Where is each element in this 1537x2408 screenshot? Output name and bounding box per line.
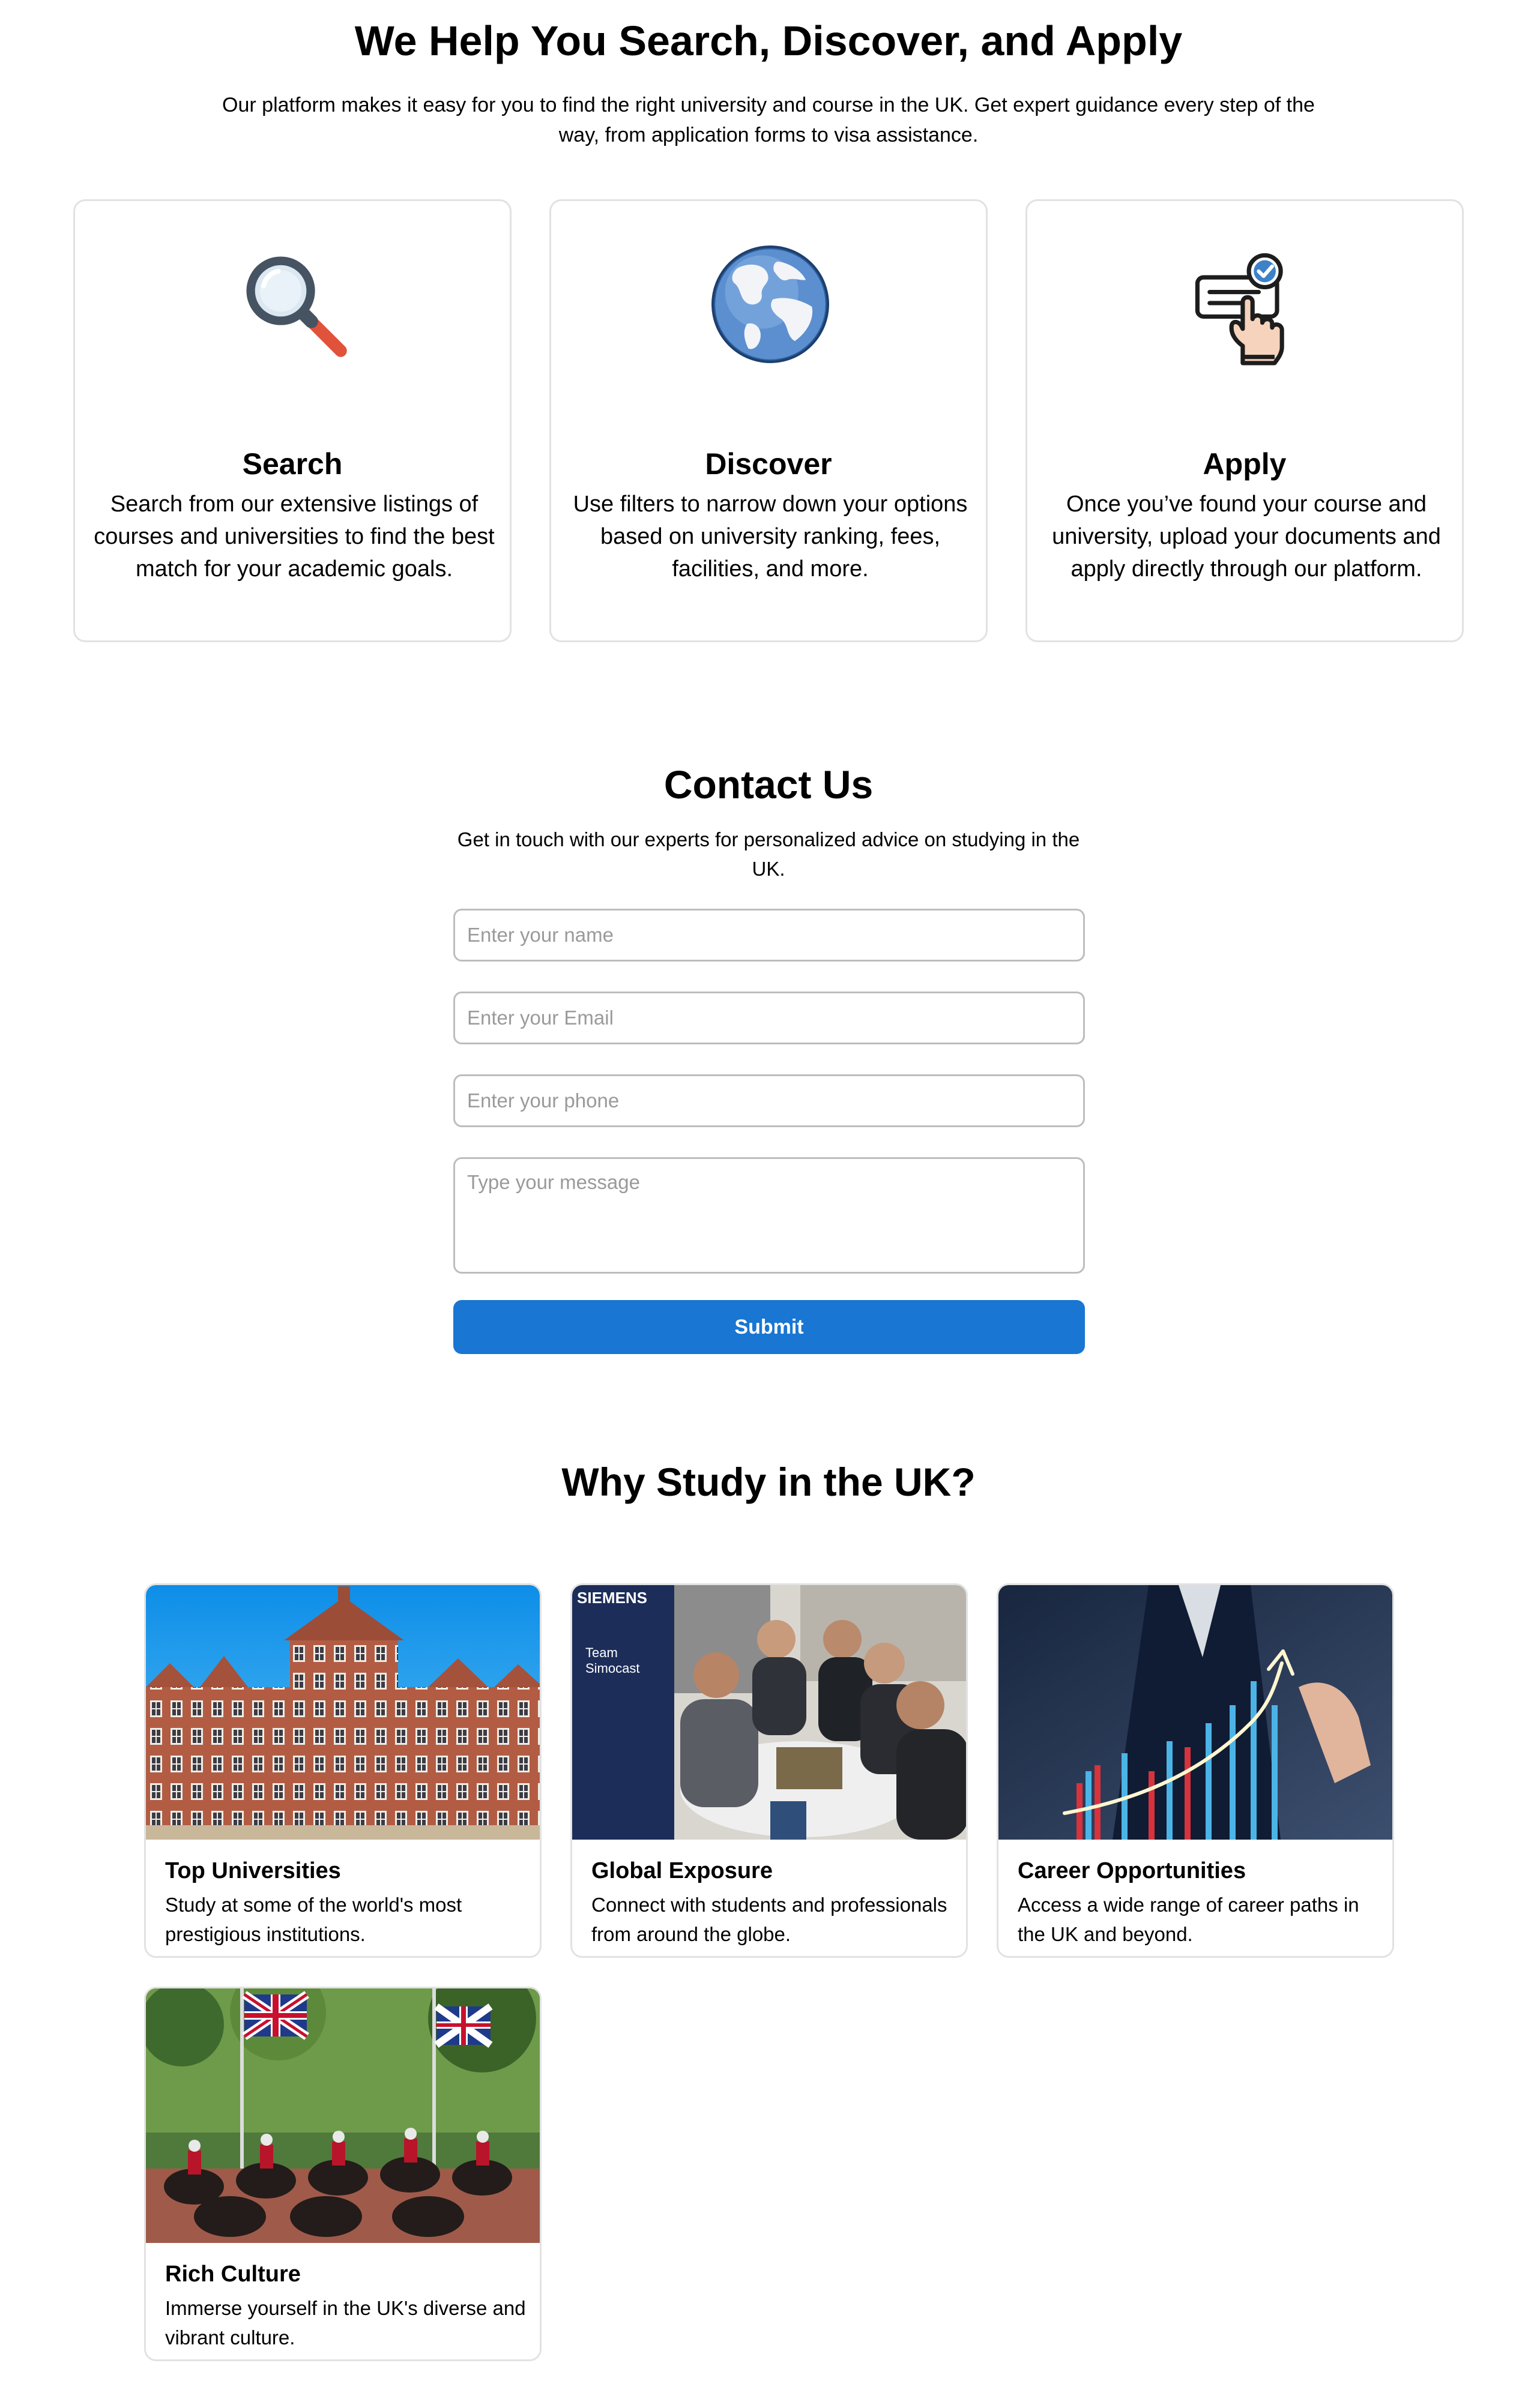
phone-input[interactable]	[453, 1074, 1085, 1127]
feature-card-search	[73, 199, 512, 642]
why-card-description: Immerse yourself in the UK's diverse and vibrant culture.	[165, 2297, 526, 2349]
feature-title: Discover	[705, 447, 832, 481]
why-card-title: Rich Culture	[165, 2262, 301, 2287]
contact-subtitle: Get in touch with our experts for personalized advice on studying in the UK.	[457, 828, 1080, 880]
submit-button[interactable]: Submit	[453, 1300, 1085, 1354]
career-growth-chart-photo	[998, 1585, 1394, 1840]
why-card-rich-culture	[144, 1987, 542, 2361]
feature-description: Use filters to narrow down your options based on university ranking, fees, facilities, and more.	[573, 492, 968, 582]
why-card-title: Global Exposure	[591, 1858, 773, 1883]
feature-description: Once you’ve found your course and university, upload your documents and apply directly through our platform.	[1052, 492, 1441, 582]
why-card-global-exposure	[570, 1583, 968, 1958]
feature-description: Search from our extensive listings of courses and universities to find the best match for your academic goals.	[94, 492, 495, 582]
email-input[interactable]	[453, 992, 1085, 1044]
simocast-banner-text: Simocast	[585, 1661, 640, 1676]
why-card-description: Connect with students and professionals from around the globe.	[591, 1894, 947, 1945]
team-banner-text: Team	[585, 1645, 618, 1660]
why-title: Why Study in the UK?	[561, 1460, 976, 1504]
name-input[interactable]	[453, 909, 1085, 962]
why-card-top-universities	[144, 1583, 542, 1958]
why-card-title: Career Opportunities	[1018, 1858, 1246, 1883]
students-team-photo	[572, 1585, 968, 1840]
help-title: We Help You Search, Discover, and Apply	[354, 17, 1183, 64]
feature-title: Apply	[1203, 447, 1287, 481]
why-card-title: Top Universities	[165, 1858, 341, 1883]
horse-parade-union-flags-photo	[146, 1988, 542, 2243]
feature-card-apply	[1025, 199, 1464, 642]
feature-title: Search	[242, 447, 343, 481]
why-card-career-opportunities	[997, 1583, 1394, 1958]
siemens-logo-text: SIEMENS	[577, 1589, 648, 1607]
feature-card-discover	[549, 199, 988, 642]
touch-checklist-icon	[1185, 243, 1308, 366]
why-card-description: Study at some of the world's most prestigious institutions.	[165, 1894, 462, 1945]
message-textarea[interactable]	[453, 1157, 1085, 1274]
why-card-description: Access a wide range of career paths in the UK and beyond.	[1018, 1894, 1359, 1945]
university-building-photo	[146, 1585, 542, 1840]
help-subtitle: Our platform makes it easy for you to find the right university and course in the UK. Get expert guidance every step of the way, from application forms to visa assistance.	[222, 94, 1315, 146]
globe-icon	[709, 243, 832, 366]
magnifying-glass-icon	[233, 243, 355, 366]
contact-title: Contact Us	[663, 762, 874, 807]
